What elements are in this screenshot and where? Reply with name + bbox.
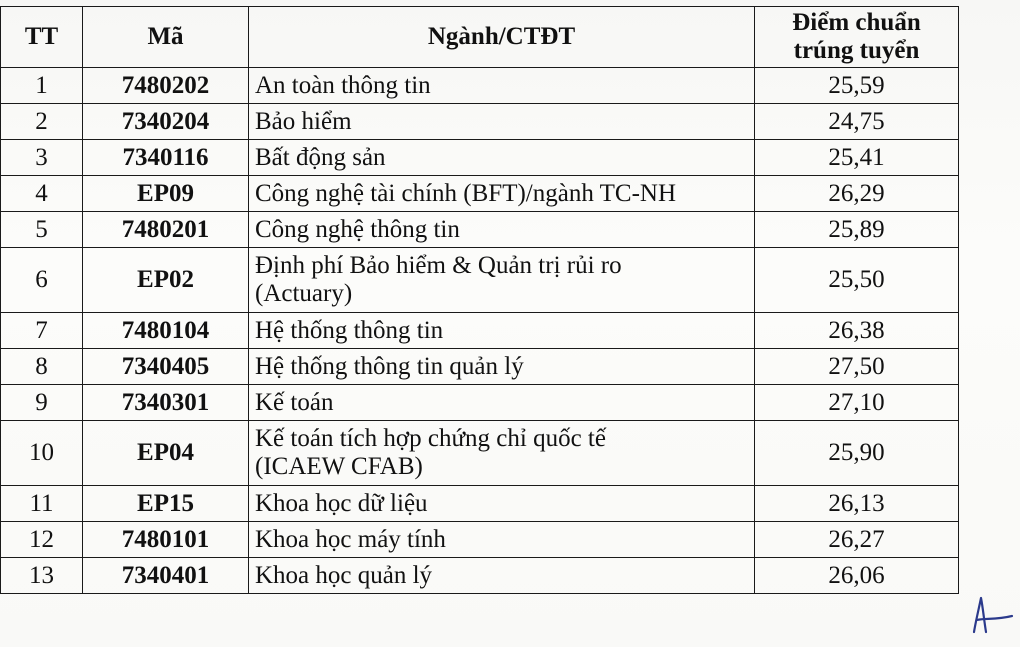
major-name — [249, 68, 755, 104]
major-code: 7340204 — [83, 104, 249, 140]
table-row — [1, 176, 959, 212]
major-code: 7480201 — [83, 212, 249, 248]
major-code: EP04 — [83, 421, 249, 486]
handwritten-initial-icon — [966, 590, 1016, 640]
cutoff-score: 26,38 — [755, 313, 959, 349]
major-name — [249, 421, 755, 486]
table-row — [1, 68, 959, 104]
major-name — [249, 313, 755, 349]
cutoff-score: 26,06 — [755, 558, 959, 594]
row-index: 6 — [1, 248, 83, 313]
major-code: EP09 — [83, 176, 249, 212]
cutoff-score: 25,59 — [755, 68, 959, 104]
row-index: 5 — [1, 212, 83, 248]
row-index: 9 — [1, 385, 83, 421]
cutoff-score: 25,41 — [755, 140, 959, 176]
table-row — [1, 522, 959, 558]
major-name-line1: Khoa học quản lý — [255, 561, 433, 589]
row-index: 13 — [1, 558, 83, 594]
major-name-line1: An toàn thông tin — [255, 71, 431, 99]
major-name — [249, 140, 755, 176]
major-code: 7340401 — [83, 558, 249, 594]
row-index: 7 — [1, 313, 83, 349]
table-row — [1, 212, 959, 248]
cutoff-score: 24,75 — [755, 104, 959, 140]
table-row — [1, 385, 959, 421]
row-index: 1 — [1, 68, 83, 104]
cutoff-score: 25,90 — [755, 421, 959, 486]
major-name — [249, 522, 755, 558]
header-score-line2: trúng tuyển — [793, 37, 920, 64]
row-index: 2 — [1, 104, 83, 140]
cutoff-score: 25,50 — [755, 248, 959, 313]
major-name — [249, 176, 755, 212]
header-score-line1: Điểm chuẩn — [792, 9, 921, 36]
header-major: Ngành/CTĐT — [249, 7, 755, 68]
cutoff-score: 25,89 — [755, 212, 959, 248]
major-code: 7480202 — [83, 68, 249, 104]
table-row — [1, 558, 959, 594]
major-code: EP02 — [83, 248, 249, 313]
table-row — [1, 140, 959, 176]
row-index: 4 — [1, 176, 83, 212]
major-name-line1: Công nghệ tài chính (BFT)/ngành TC-NH — [255, 179, 677, 207]
major-code: 7480101 — [83, 522, 249, 558]
major-name-line2: (ICAEW CFAB) — [255, 453, 423, 480]
cutoff-score: 26,29 — [755, 176, 959, 212]
major-name-line2: (Actuary) — [255, 280, 353, 307]
row-index: 11 — [1, 486, 83, 522]
major-name-line1: Khoa học máy tính — [255, 525, 446, 553]
major-name-line1: Hệ thống thông tin quản lý — [255, 352, 524, 380]
table-row — [1, 349, 959, 385]
cutoff-score: 26,13 — [755, 486, 959, 522]
table-body — [1, 68, 959, 594]
major-name-line1: Bảo hiểm — [255, 107, 352, 135]
cutoff-score: 26,27 — [755, 522, 959, 558]
major-name-line1: Khoa học dữ liệu — [255, 489, 428, 517]
major-name — [249, 349, 755, 385]
row-index: 12 — [1, 522, 83, 558]
major-name-line1: Bất động sản — [255, 143, 386, 171]
major-code: 7340116 — [83, 140, 249, 176]
major-code: 7340405 — [83, 349, 249, 385]
table-row — [1, 486, 959, 522]
major-name — [249, 558, 755, 594]
header-code: Mã — [83, 7, 249, 68]
major-name — [249, 248, 755, 313]
major-name-line1: Định phí Bảo hiểm & Quản trị rủi ro — [255, 252, 622, 279]
major-name-line1: Hệ thống thông tin — [255, 316, 444, 344]
header-tt: TT — [1, 7, 83, 68]
major-code: 7480104 — [83, 313, 249, 349]
major-name — [249, 486, 755, 522]
admission-scores-table — [0, 6, 959, 594]
table-row — [1, 421, 959, 486]
major-name-line1: Công nghệ thông tin — [255, 215, 460, 243]
major-name-line1: Kế toán tích hợp chứng chỉ quốc tế — [255, 425, 606, 452]
major-name — [249, 104, 755, 140]
cutoff-score: 27,50 — [755, 349, 959, 385]
major-code: EP15 — [83, 486, 249, 522]
major-name-line1: Kế toán — [255, 388, 334, 416]
row-index: 3 — [1, 140, 83, 176]
table-row — [1, 248, 959, 313]
major-name — [249, 212, 755, 248]
table-row — [1, 313, 959, 349]
header-row — [1, 7, 959, 68]
cutoff-score: 27,10 — [755, 385, 959, 421]
row-index: 8 — [1, 349, 83, 385]
major-code: 7340301 — [83, 385, 249, 421]
row-index: 10 — [1, 421, 83, 486]
header-score — [755, 7, 959, 68]
major-name — [249, 385, 755, 421]
table-row — [1, 104, 959, 140]
